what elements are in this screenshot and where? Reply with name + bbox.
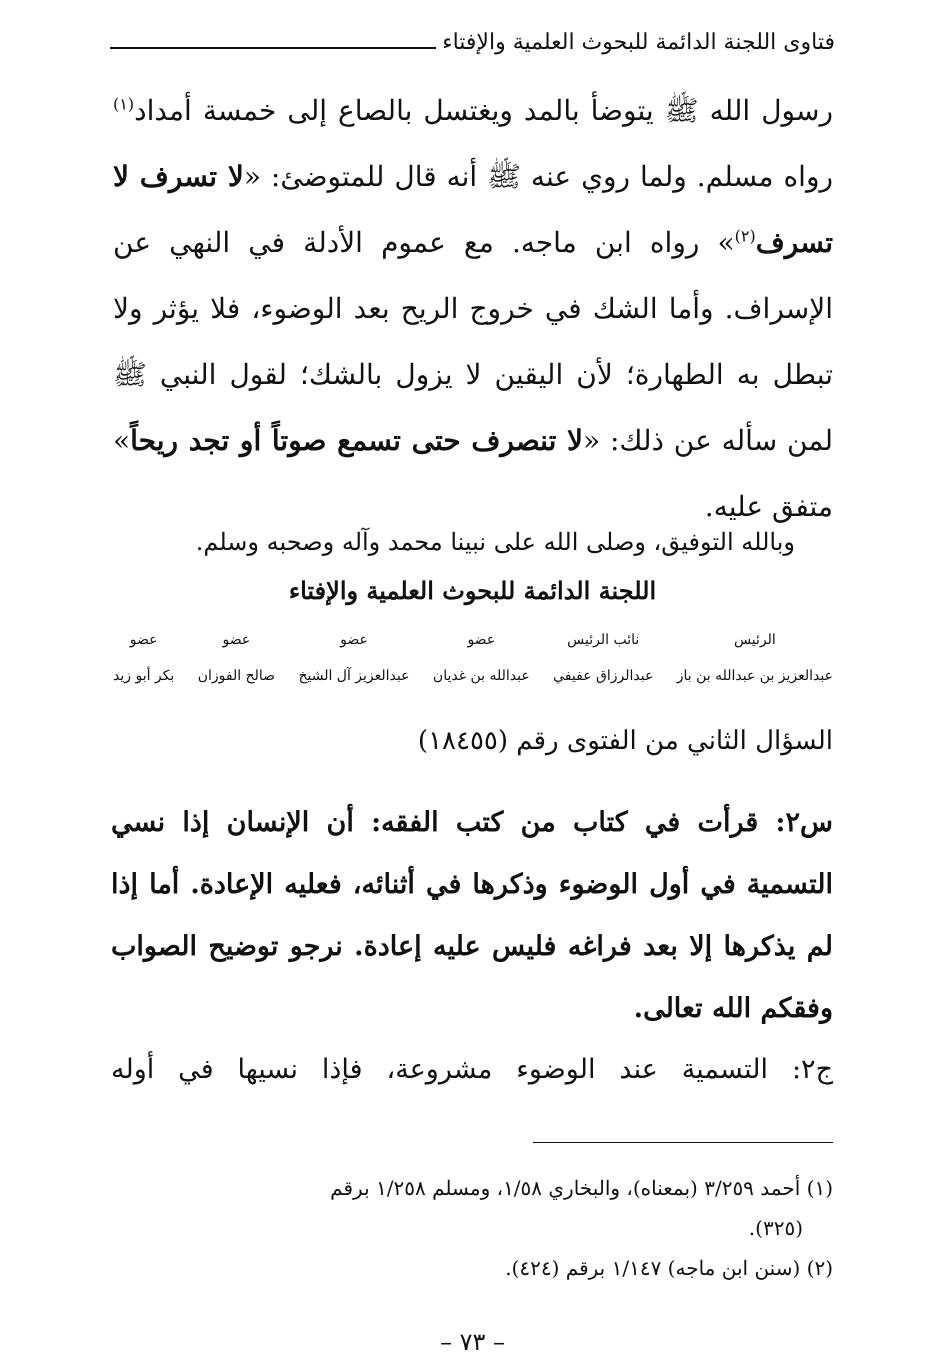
signature-role: عضو [467, 632, 496, 648]
committee-name: اللجنة الدائمة للبحوث العلمية والإفتاء [288, 576, 657, 605]
signature-role: نائب الرئيس [567, 632, 640, 648]
body-paragraph [113, 78, 833, 540]
body-line3: » رواه ابن ماجه. مع عموم الأدلة في النهي عن الإسراف. وأما الشك في خروج الريح بعد الوضوء، فلا يؤثر ولا تبطل به الطهارة؛ لأن اليقين لا يزول بالشك؛ لقول النبي ﷺ لمن سأله عن ذلك: « [113, 226, 833, 457]
running-header [110, 30, 835, 55]
footnote-1-continued: (٣٢٥). [748, 1216, 803, 1240]
signature-role: عضو [340, 632, 368, 648]
signature-name: عبدالعزيز بن عبدالله بن باز [676, 668, 833, 684]
signature-member [298, 622, 409, 694]
header-title: فتاوى اللجنة الدائمة للبحوث العلمية والإفتاء [442, 30, 835, 55]
footnote-1: (١) أحمد ٣/٢٥٩ (بمعناه)، والبخاري ١/٥٨، ومسلم ١/٢٥٨ برقم [330, 1176, 833, 1200]
signature-member [433, 622, 530, 694]
body-line2: رواه مسلم. ولما روي عنه ﷺ أنه قال للمتوضئ: « [243, 160, 833, 193]
signature-name: عبدالله بن غديان [432, 668, 530, 684]
fatwa-body [113, 78, 833, 540]
footnotes [113, 1168, 833, 1288]
signature-role: عضو [222, 632, 251, 648]
question-paragraph: س٢: قرأت في كتاب من كتب الفقه: أن الإنسان إذا نسي التسمية في أول الوضوء وذكرها في أثنائه، فعليه الإعادة. أما إذا لم يذكرها إلا بعد فراغه فليس عليه إعادة. نرجو توضيح الصواب وفقكم الله تعالى. [111, 807, 833, 1024]
signature-role: الرئيس [733, 632, 776, 648]
footnote-ref-1: (١) [113, 94, 135, 114]
signature-name: عبدالعزيز آل الشيخ [298, 668, 410, 684]
signature-member [198, 622, 275, 694]
signature-member [113, 622, 174, 694]
signature-block [113, 622, 833, 694]
closing-prayer: وبالله التوفيق، وصلى الله على نبينا محمد وآله وصحبه وسلم. [195, 528, 795, 556]
signature-role: عضو [129, 632, 158, 648]
signature-name: بكر أبو زيد [113, 668, 175, 684]
footnote-2: (٢) (سنن ابن ماجه) ١/١٤٧ برقم (٤٢٤). [505, 1256, 833, 1280]
header-rule [110, 47, 436, 49]
footnote-rule [533, 1142, 833, 1143]
answer-text [111, 1040, 833, 1100]
question-text [111, 792, 833, 1040]
body-line3-end: » متفق عليه. [113, 424, 833, 523]
hadith-quote-1: لا تسرف لا تسرف [113, 160, 833, 259]
hadith-quote-2: لا تنصرف حتى تسمع صوتاً أو تجد ريحاً [130, 424, 584, 457]
footnote-ref-2: (٢) [734, 226, 756, 246]
answer-paragraph: ج٢: التسمية عند الوضوء مشروعة، فإذا نسيها في أوله [111, 1054, 833, 1085]
page-number: – ٧٣ – [439, 1328, 506, 1356]
fatwa-question-number: السؤال الثاني من الفتوى رقم (١٨٤٥٥) [417, 726, 833, 756]
signature-name: عبدالرزاق عفيفي [553, 668, 654, 684]
signature-name: صالح الفوزان [197, 668, 276, 684]
signature-vice-president [553, 622, 653, 694]
signature-president [677, 622, 833, 694]
body-line1: رسول الله ﷺ يتوضأ بالمد ويغتسل بالصاع إلى خمسة أمداد [134, 94, 833, 127]
